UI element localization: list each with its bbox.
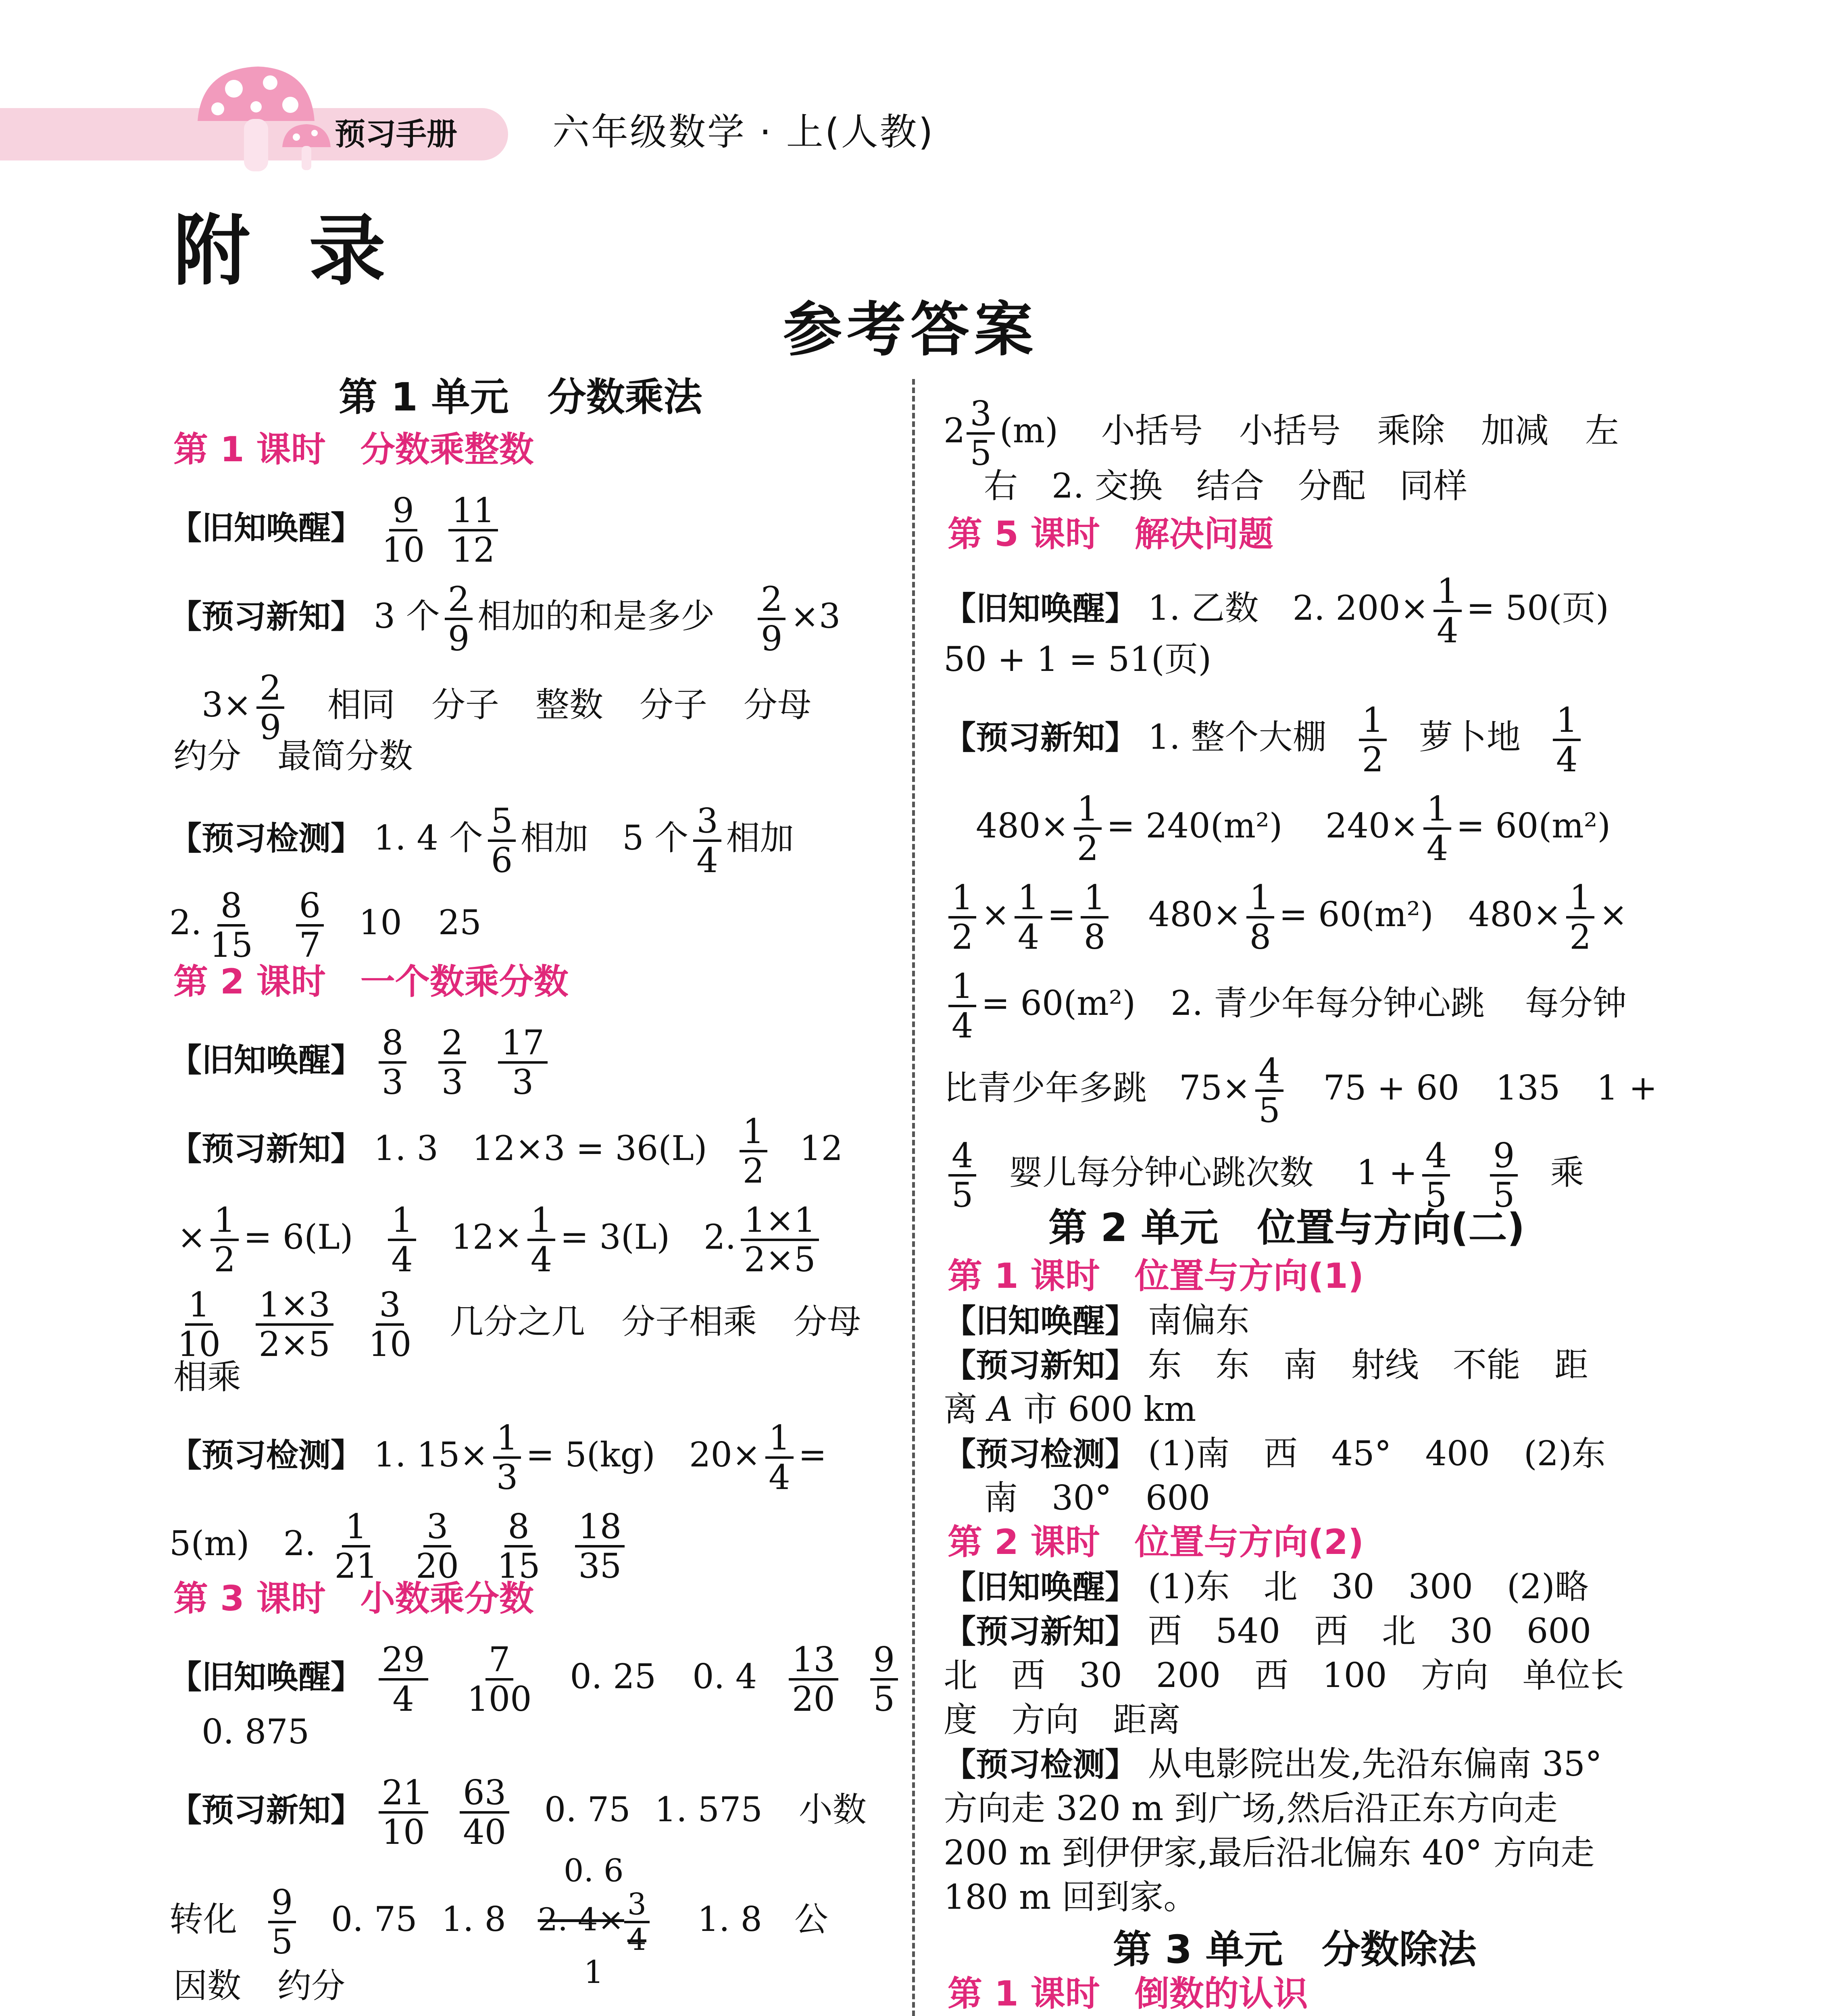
answer-line: 3× $\frac{2}{9}$ 相同 分子 整数 分子 分母 xyxy=(202,668,812,747)
answer-line: 【旧知唤醒】 1. 乙数 2. 200× $\frac{1}{4}$ = 50(页) xyxy=(944,571,1609,650)
answer-line: 2 $\frac{3}{5}$ (m) 小括号 小括号 乘除 加减 左 xyxy=(944,394,1619,473)
lesson-title: 第 5 课时 解决问题 xyxy=(948,514,1273,554)
lesson-title: 第 2 课时 位置与方向(2) xyxy=(948,1522,1364,1562)
mushroom-icon xyxy=(190,60,343,181)
unit-3-title: 第 3 单元 分数除法 xyxy=(1113,1927,1477,1972)
answer-line: 转化 $\frac{9}{5}$ 0. 75 1. 8 0. 6 2. 4× $\frac{3}{4}$ 1 1. 8 公 xyxy=(169,1853,828,1991)
lesson-title: 第 1 课时 分数乘整数 xyxy=(173,429,534,470)
answer-line: 【预习新知】 3 个 $\frac{2}{9}$ 相加的和是多少 $\frac{2}{9}$ ×3 xyxy=(169,579,841,658)
header-tag: 预习手册 xyxy=(335,116,457,152)
answer-line: $\frac{1}{4}$ = 60(m²) 2. 青少年每分钟心跳 每分钟 xyxy=(944,968,1627,1044)
answer-line: × $\frac{1}{2}$ = 6(L) $\frac{1}{4}$ 12× $\frac{1}{4}$ = 3(L) 2. $\frac{1\times 1}{2\times 5}$ xyxy=(177,1202,824,1278)
answer-line: 南 30° 600 xyxy=(984,1478,1211,1518)
answer-line: 因数 约分 xyxy=(173,1966,346,2006)
cancellation-expression: 0. 6 2. 4× $\frac{3}{4}$ 1 xyxy=(538,1855,650,1989)
answer-line: 约分 最简分数 xyxy=(173,736,413,776)
answer-line: $\frac{1}{2}$ × $\frac{1}{4}$ = $\frac{1}{8}$ 480× $\frac{1}{8}$ = 60(m²) 480× $\frac{1}{2}$ × xyxy=(944,879,1627,956)
lesson-title: 第 1 课时 位置与方向(1) xyxy=(948,1256,1364,1296)
answer-line: 比青少年多跳 75× $\frac{4}{5}$ 75 + 60 135 1 + xyxy=(944,1051,1657,1130)
unit-2-title: 第 2 单元 位置与方向(二) xyxy=(1048,1205,1525,1250)
answer-line: 【预习检测】 从电影院出发,先沿东偏南 35° xyxy=(944,1744,1602,1784)
answer-line: 方向走 320 m 到广场,然后沿正东方向走 xyxy=(944,1789,1558,1828)
answer-line: 【预习检测】 (1)南 西 45° 400 (2)东 xyxy=(944,1434,1606,1473)
appendix-title: 附 录 xyxy=(173,206,402,296)
answer-line: 200 m 到伊伊家,最后沿北偏东 40° 方向走 xyxy=(944,1833,1595,1872)
answer-line: 离 A 市 600 km xyxy=(944,1389,1196,1429)
answer-line: 【旧知唤醒】 $\frac{9}{10}$ $\frac{11}{12}$ xyxy=(169,492,503,569)
answer-line: 【旧知唤醒】 $\frac{8}{3}$ $\frac{2}{3}$ $\frac{17}{3}$ xyxy=(169,1024,552,1101)
unit-1-title: 第 1 单元 分数乘法 xyxy=(339,375,702,420)
answer-line: 0. 875 xyxy=(202,1712,310,1752)
answer-line: 【预习新知】 1. 3 12×3 = 36(L) $\frac{1}{2}$ 12 xyxy=(169,1112,843,1191)
answer-line: 【预习检测】 1. 4 个 $\frac{5}{6}$ 相加 5 个 $\frac{3}{4}$ 相加 xyxy=(169,801,794,880)
answer-line: $\frac{4}{5}$ 婴儿每分钟心跳次数 1 + $\frac{4}{5}$ $\frac{9}{5}$ 乘 xyxy=(944,1137,1584,1214)
answer-line: 右 2. 交换 结合 分配 同样 xyxy=(984,466,1467,506)
answer-line: 【预习新知】 西 540 西 北 30 600 xyxy=(944,1611,1592,1651)
answer-line: 50 + 1 = 51(页) xyxy=(944,639,1212,679)
answer-line: 5(m) 2. $\frac{1}{21}$ $\frac{3}{20}$ $\frac{8}{15}$ $\frac{18}{35}$ xyxy=(169,1508,629,1585)
answer-line: 【旧知唤醒】 南偏东 xyxy=(944,1301,1250,1340)
lesson-title: 第 1 课时 倒数的认识 xyxy=(948,1974,1308,2014)
answer-line: 2. $\frac{8}{15}$ $\frac{6}{7}$ 10 25 xyxy=(169,886,481,965)
answer-line: 【旧知唤醒】 $\frac{29}{4}$ $\frac{7}{100}$ 0. 25 0. 4 $\frac{13}{20}$ $\frac{9}{5}$ xyxy=(169,1641,903,1718)
answer-line: 180 m 回到家。 xyxy=(944,1877,1198,1917)
lesson-title: 第 3 课时 小数乘分数 xyxy=(173,1579,534,1619)
answer-line: 【预习新知】 东 东 南 射线 不能 距 xyxy=(944,1345,1588,1385)
column-divider xyxy=(912,379,915,2016)
answer-line: 度 方向 距离 xyxy=(944,1700,1181,1739)
answer-line: 【预习检测】 1. 15× $\frac{1}{3}$ = 5(kg) 20× $\frac{1}{4}$ = xyxy=(169,1418,827,1497)
answer-line: 相乘 xyxy=(173,1357,242,1397)
answer-line: $\frac{1}{10}$ $\frac{1\times 3}{2\times 5}$ $\frac{3}{10}$ 几分之几 分子相乘 分母 xyxy=(177,1285,861,1364)
lesson-title: 第 2 课时 一个数乘分数 xyxy=(173,962,569,1002)
answers-title: 参考答案 xyxy=(783,296,1038,364)
answer-line: 【预习新知】 1. 整个大棚 $\frac{1}{2}$ 萝卜地 $\frac{1}{4}$ xyxy=(944,702,1586,778)
answer-line: 480× $\frac{1}{2}$ = 240(m²) 240× $\frac{1}{4}$ = 60(m²) xyxy=(976,789,1611,868)
answer-line: 【预习新知】 $\frac{21}{10}$ $\frac{63}{40}$ 0. 75 1. 575 小数 xyxy=(169,1773,867,1852)
answer-line: 【旧知唤醒】 (1)东 北 30 300 (2)略 xyxy=(944,1567,1589,1606)
book-title: 六年级数学 · 上(人教) xyxy=(552,110,935,154)
answer-line: 北 西 30 200 西 100 方向 单位长 xyxy=(944,1656,1624,1695)
